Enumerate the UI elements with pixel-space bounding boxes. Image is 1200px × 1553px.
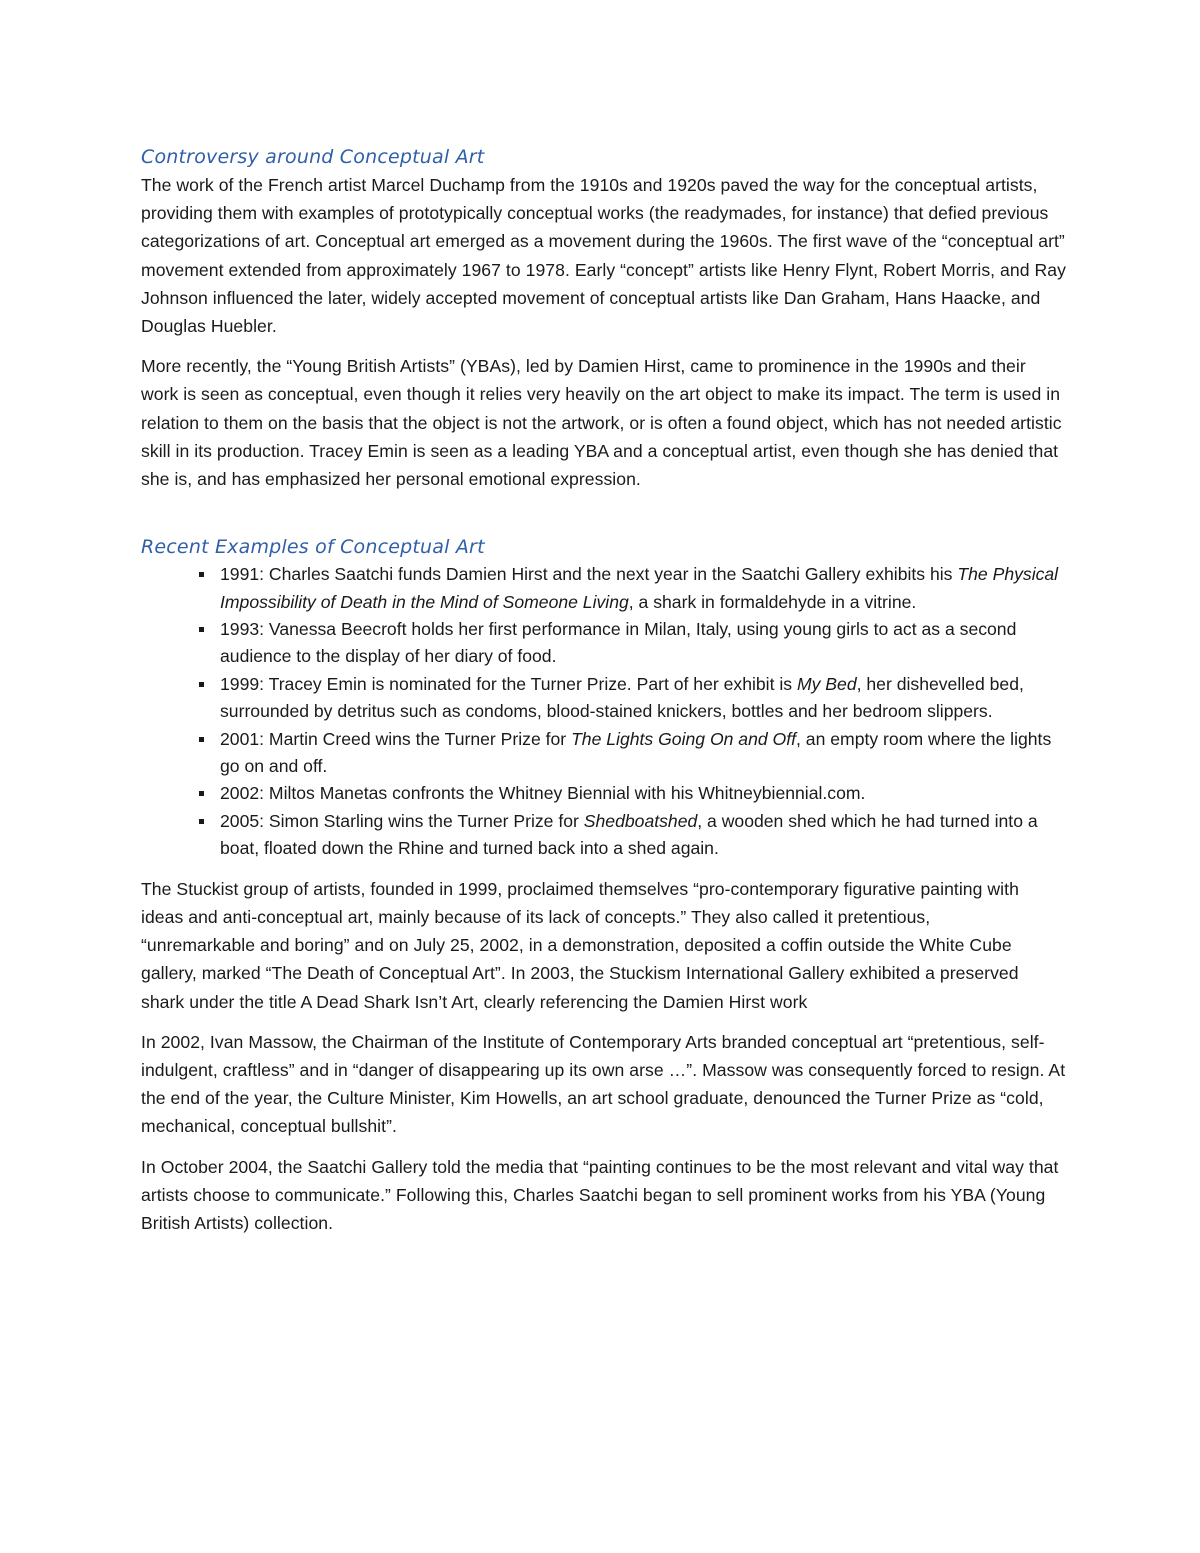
list-item — [199, 561, 1066, 616]
example-text: 2002: Miltos Manetas confronts the Whitney Biennial with his Whitneybiennial.com. — [220, 783, 866, 804]
example-text: , a shark in formaldehyde in a vitrine. — [628, 591, 917, 612]
square-bullet-icon — [199, 627, 204, 632]
example-text: 2005: Simon Starling wins the Turner Prize for — [220, 810, 584, 831]
square-bullet-icon — [199, 737, 204, 742]
example-text: 1993: Vanessa Beecroft holds her first performance in Milan, Italy, using young girls to act as a second audience to the display of her diary of food. — [220, 619, 1017, 667]
paragraph-stuckists — [141, 875, 1066, 1016]
square-bullet-icon — [199, 682, 204, 687]
list-item — [199, 671, 1066, 726]
artwork-title: The Physical Impossibility of Death in the Mind of Someone Living — [220, 564, 1059, 612]
stuckist-text-part1: The Stuckist group of artists, founded in 1999, proclaimed themselves “pro-contemporary figurative painting with ideas and anti-conceptual art, mainly because of its lack of concepts.” They also called it pretentious, — [141, 878, 1019, 927]
artwork-title: Shedboatshed — [583, 810, 698, 831]
paragraph-saatchi-gallery: In October 2004, the Saatchi Gallery told the media that “painting continues to be the most relevant and vital way that artists choose to communicate.” Following this, Charles Saatchi began to sell prominent works from his YBA (Young British Artists) collection. — [141, 1156, 1059, 1233]
example-text: 1991: Charles Saatchi funds Damien Hirst and the next year in the Saatchi Gallery exhibits his — [220, 564, 958, 585]
example-text: , her dishevelled bed, surrounded by detritus such as condoms, blood-stained knickers, bottles and her bedroom slippers. — [220, 673, 1024, 722]
example-text: 1999: Tracey Emin is nominated for the Turner Prize. Part of her exhibit is — [220, 673, 797, 694]
stuckist-text-part2: “unremarkable and boring” and on July 25, 2002, in a demonstration, deposited a coffin outside the White Cube gallery, marked “The Death of Conceptual Art”. In 2003, the Stuckism International Gallery exhibited a preserved shark under the title A Dead Shark Isn’t Art, clearly referencing the Damien Hirst work — [141, 935, 1019, 1012]
example-text: , an empty room where the lights go on and off. — [220, 728, 1052, 777]
list-item — [199, 808, 1066, 863]
square-bullet-icon — [199, 791, 204, 796]
paragraph-massow: In 2002, Ivan Massow, the Chairman of the Institute of Contemporary Arts branded conceptual art “pretentious, self-indulgent, craftless” and in “danger of disappearing up its own arse …”. Massow was consequently forced to resign. At the end of the year, the Culture Minister, Kim Howells, an art school graduate, denounced the Turner Prize as “cold, mechanical, conceptual bullshit”. — [141, 1031, 1066, 1137]
list-item — [199, 616, 1066, 671]
document-page — [141, 143, 1066, 1237]
section-heading-controversy: Controversy around Conceptual Art — [141, 146, 485, 168]
paragraph-duchamp: The work of the French artist Marcel Duchamp from the 1910s and 1920s paved the way for the conceptual artists, providing them with examples of prototypically conceptual works (the readymades, for instance) that defied previous categorizations of art. Conceptual art emerged as a movement during the 1960s. The first wave of the “conceptual art” movement extended from approximately 1967 to 1978. Early “concept” artists like Henry Flynt, Robert Morris, and Ray Johnson influenced the later, widely accepted movement of conceptual artists like Dan Graham, Hans Haacke, and Douglas Huebler. — [141, 175, 1066, 337]
square-bullet-icon — [199, 572, 204, 577]
section-heading-recent-examples: Recent Examples of Conceptual Art — [141, 536, 485, 559]
square-bullet-icon — [199, 819, 204, 824]
list-item — [199, 780, 1066, 807]
list-item — [199, 726, 1066, 781]
example-text: 2001: Martin Creed wins the Turner Prize for — [220, 728, 572, 749]
artwork-title: The Lights Going On and Off — [571, 728, 797, 749]
examples-list — [141, 561, 1066, 862]
artwork-title: My Bed — [796, 673, 857, 694]
paragraph-ybas: More recently, the “Young British Artists” (YBAs), led by Damien Hirst, came to prominence in the 1990s and their work is seen as conceptual, even though it relies very heavily on the art object to make its impact. The term is used in relation to them on the basis that the object is not the artwork, or is often a found object, which has not needed artistic skill in its production. Tracey Emin is seen as a leading YBA and a conceptual artist, even though she has denied that she is, and has emphasized her personal emotional expression. — [141, 356, 1062, 490]
example-text: , a wooden shed which he had turned into a boat, floated down the Rhine and turned back into a shed again. — [220, 810, 1038, 859]
